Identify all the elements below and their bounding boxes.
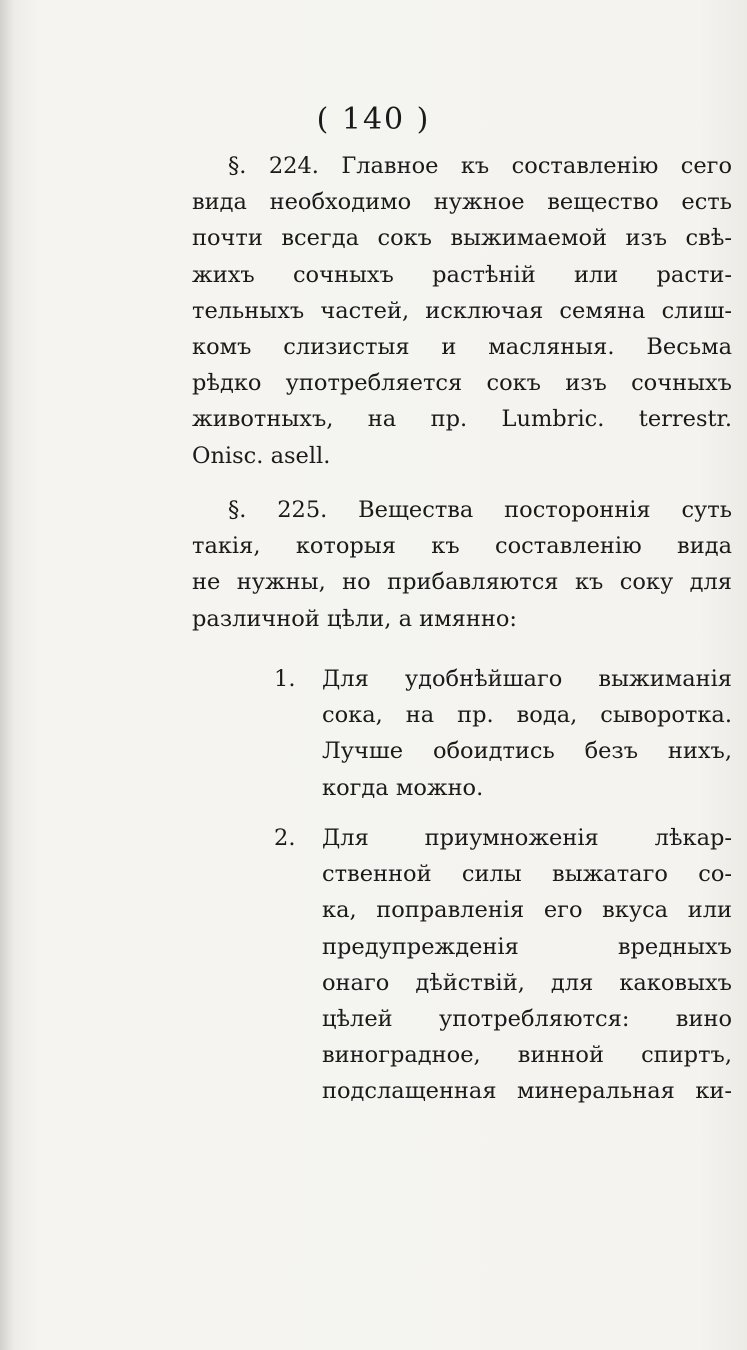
list-line: подслащенная минеральная ки- (322, 1078, 732, 1105)
page-number: ( 140 ) (316, 102, 431, 137)
paragraph-line: различной цѣли, а имянно: (192, 605, 517, 632)
paragraph-line: животныхъ, на пр. Lumbric. terrestr. (192, 406, 732, 433)
list-number: 1. (274, 666, 296, 692)
list-number: 2. (274, 825, 296, 851)
list-item-text (322, 820, 732, 1110)
list-line: Для приумноженія лѣкар- (322, 825, 732, 851)
list-item-text (322, 661, 732, 806)
list-line: виноградное, винной спиртъ, (322, 1042, 732, 1069)
paragraph-line: жихъ сочныхъ растѣній или расти- (192, 261, 732, 288)
paragraph-224 (192, 148, 732, 474)
paragraph-line: не нужны, но прибавляются къ соку для (192, 569, 732, 596)
list-line: цѣлей употребляются: вино (322, 1005, 732, 1032)
list-line: онаго дѣйствій, для каковыхъ (322, 969, 732, 996)
gutter-shadow (0, 0, 14, 1350)
paragraph-line: Onisc. asell. (192, 442, 331, 469)
list-line: ка, поправленія его вкуса или (322, 897, 732, 924)
list-item-2 (274, 820, 732, 1110)
paragraph-line: вида необходимо нужное вещество есть (192, 189, 732, 216)
paragraph-line: §. 225. Вещества постороннія суть (228, 497, 732, 523)
list-line: сока, на пр. вода, сыворотка. (322, 702, 732, 729)
list-item (274, 820, 732, 1110)
paragraph-line: рѣдко употребляется сокъ изъ сочныхъ (192, 370, 732, 397)
paragraph-225 (192, 492, 732, 637)
paragraph-line: §. 224. Главное къ составленію сего (228, 153, 732, 179)
list-line: Для удобнѣйшаго выжиманія (322, 666, 732, 692)
list-line: Лучше обоидтись безъ нихъ, (322, 738, 732, 765)
list-line: когда можно. (322, 774, 484, 801)
list-item (274, 661, 732, 806)
list-line: предупрежденія вредныхъ (322, 933, 732, 960)
paragraph-line: тельныхъ частей, исключая семяна слиш- (192, 297, 732, 324)
list-line: ственной силы выжатаго со- (322, 861, 732, 888)
paragraph-line: комъ слизистыя и масляныя. Весьма (192, 333, 732, 360)
paragraph-line: такія, которыя къ составленію вида (192, 533, 732, 560)
list-item-1 (274, 661, 732, 806)
paragraph-line: почти всегда сокъ выжимаемой изъ свѣ- (192, 225, 732, 252)
